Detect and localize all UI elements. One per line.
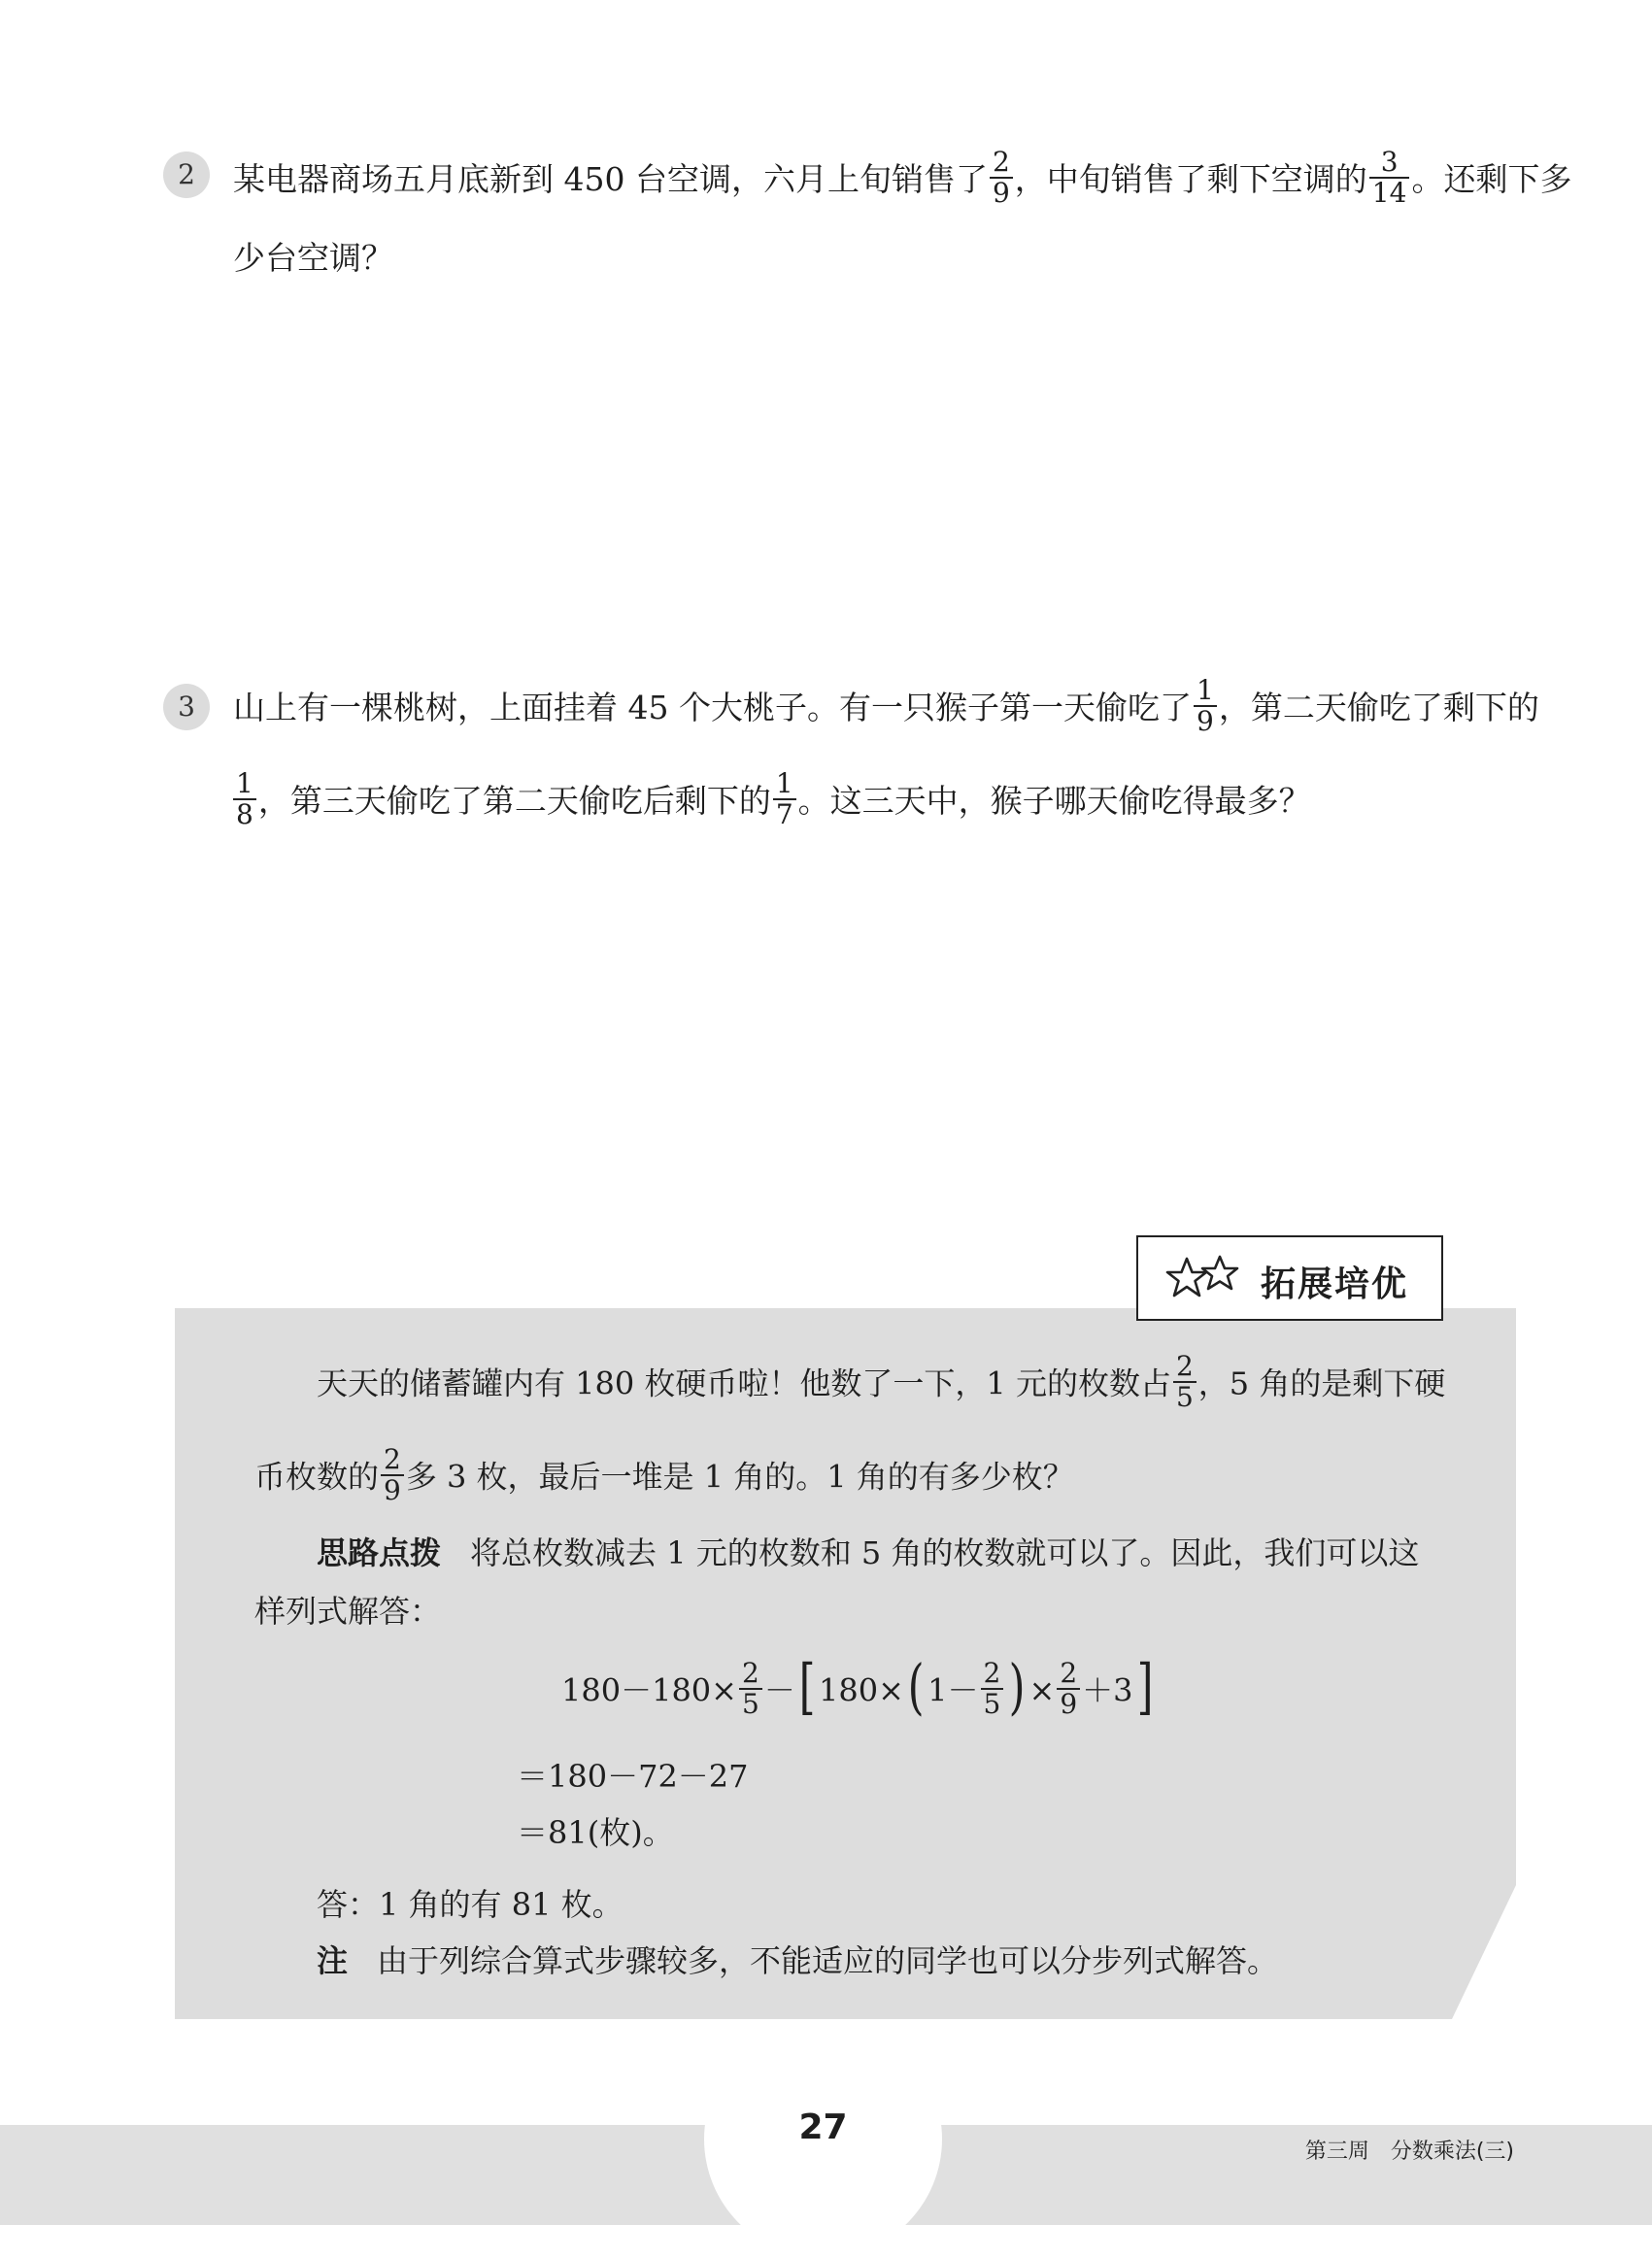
denominator: 9 <box>1060 1688 1078 1721</box>
question-3-text-d: 。这三天中，猴子哪天偷吃得最多？ <box>797 782 1311 821</box>
formula-text-e: × <box>1028 1671 1056 1709</box>
denominator: 5 <box>1175 1381 1194 1414</box>
page-number: 27 <box>798 2107 848 2147</box>
fraction <box>1173 1352 1197 1412</box>
question-3-text-b: ，第二天偷吃了剩下的 <box>1218 689 1539 727</box>
numerator: 2 <box>1173 1352 1197 1383</box>
denominator: 9 <box>1196 705 1214 738</box>
question-2-text-c: 。还剩下多 <box>1411 160 1572 199</box>
note-text: 由于列综合算式步骤较多，不能适应的同学也可以分步列式解答。 <box>377 1942 1279 1979</box>
numerator: 2 <box>981 1659 1004 1690</box>
right-paren: ) <box>1008 1651 1026 1723</box>
hint-line-2: 样列式解答： <box>254 1593 442 1630</box>
question-3-line-2 <box>233 767 1311 833</box>
hint-label: 思路点拨 <box>317 1534 442 1571</box>
formula-line-2: ＝180－72－27 <box>517 1758 749 1795</box>
question-3-text-c: ，第三天偷吃了第二天偷吃后剩下的 <box>257 782 771 821</box>
extension-problem-text-a: 天天的储蓄罐内有 180 枚硬币啦！他数了一下，1 元的枚数占 <box>317 1365 1171 1402</box>
fraction <box>1369 148 1410 208</box>
extension-problem-text-c: 币枚数的 <box>254 1458 380 1496</box>
hint-text-a: 将总枚数减去 1 元的枚数和 5 角的枚数就可以了。因此，我们可以这 <box>470 1534 1420 1571</box>
question-2-text-a: 某电器商场五月底新到 450 台空调，六月上旬销售了 <box>233 160 988 199</box>
question-3-line-1 <box>233 674 1539 740</box>
denominator: 7 <box>775 798 793 831</box>
note-line <box>317 1937 1278 1981</box>
extension-problem-line-1 <box>317 1350 1446 1416</box>
formula-text-d: 1－ <box>927 1671 979 1709</box>
left-paren: ( <box>907 1651 925 1723</box>
question-number-2: 2 <box>163 152 210 198</box>
extension-title-box <box>1136 1235 1443 1321</box>
fraction <box>1057 1659 1080 1719</box>
question-number-3: 3 <box>163 684 210 730</box>
extension-problem-text-d: 多 3 枚，最后一堆是 1 角的。1 角的有多少枚？ <box>405 1458 1074 1496</box>
formula-text-b: － <box>763 1671 795 1709</box>
numerator: 2 <box>381 1445 404 1476</box>
question-2-line-1 <box>233 146 1572 212</box>
denominator: 8 <box>236 798 253 831</box>
numerator: 1 <box>233 769 256 800</box>
fraction <box>773 769 796 829</box>
fraction <box>381 1445 404 1505</box>
numerator: 2 <box>1057 1659 1080 1690</box>
fraction <box>990 148 1013 208</box>
left-bracket: [ <box>798 1651 816 1723</box>
denominator: 14 <box>1371 177 1407 210</box>
numerator: 2 <box>990 148 1013 179</box>
formula-line-3: ＝81(枚)。 <box>517 1814 674 1851</box>
extension-title: 拓展培优 <box>1261 1264 1409 1304</box>
formula-text-c: 180× <box>819 1671 904 1709</box>
stars-icon <box>1163 1255 1241 1305</box>
answer: 答：1 角的有 81 枚。 <box>317 1886 624 1923</box>
denominator: 5 <box>983 1688 1001 1721</box>
formula-text-f: ＋3 <box>1082 1671 1133 1709</box>
denominator: 9 <box>384 1474 401 1507</box>
question-2-line-2: 少台空调？ <box>233 239 393 277</box>
fraction <box>981 1659 1004 1719</box>
fraction <box>739 1659 762 1719</box>
note-label: 注 <box>317 1942 349 1979</box>
formula-text-a: 180－180× <box>561 1671 737 1709</box>
fraction <box>233 769 256 829</box>
numerator: 1 <box>1194 676 1217 707</box>
chapter-label: 第三周 分数乘法(三) <box>1304 2140 1514 2164</box>
right-bracket: ] <box>1136 1651 1154 1723</box>
numerator: 1 <box>773 769 796 800</box>
denominator: 5 <box>741 1688 759 1721</box>
question-3-text-a: 山上有一棵桃树，上面挂着 45 个大桃子。有一只猴子第一天偷吃了 <box>233 689 1192 727</box>
denominator: 9 <box>992 177 1010 210</box>
formula-line-1 <box>561 1651 1157 1723</box>
extension-problem-line-2 <box>254 1443 1074 1509</box>
numerator: 3 <box>1369 148 1410 179</box>
numerator: 2 <box>739 1659 762 1690</box>
question-2-text-b: ，中旬销售了剩下空调的 <box>1014 160 1367 199</box>
extension-problem-text-b: ，5 角的是剩下硬 <box>1197 1365 1446 1402</box>
fraction <box>1194 676 1217 736</box>
hint-line-1 <box>317 1529 1419 1573</box>
